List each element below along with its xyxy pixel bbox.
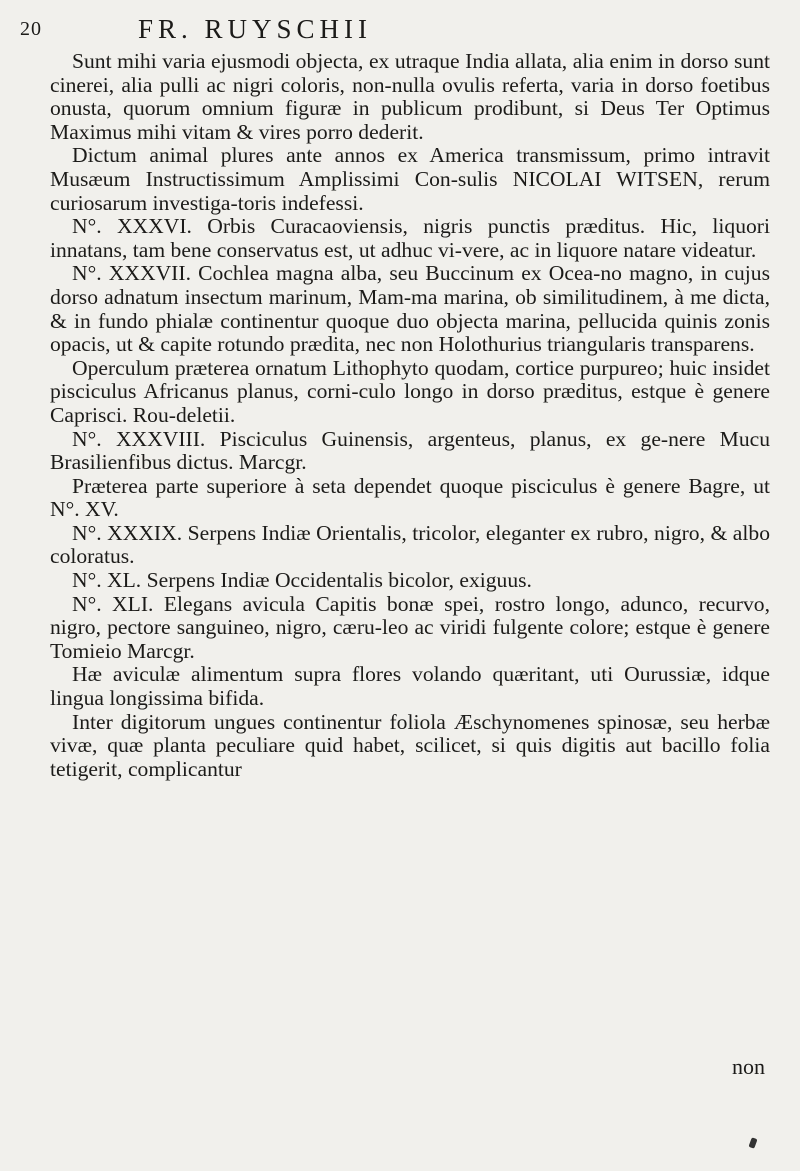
paragraph: N°. XXXVI. Orbis Curacaoviensis, nigris punctis præditus. Hic, liquori innatans, tam bene conservatus est, ut adhuc vi-vere, ac in liquore natare videatur. <box>50 214 770 262</box>
paragraph: Præterea parte superiore à seta dependet quoque pisciculus è genere Bagre, ut N°. XV. <box>50 473 770 522</box>
paragraph: Hæ aviculæ alimentum supra flores volando quæritant, uti Ourussiæ, idque lingua longissima bifida. <box>50 662 770 711</box>
page-header <box>20 14 760 46</box>
paragraph: Operculum præterea ornatum Lithophyto quodam, cortice purpureo; huic insidet pisciculus Africanus planus, corni-culo longo in dorso præditus, estque è genere Caprisci. Rou-deletii. <box>50 355 770 427</box>
paragraph: N°. XXXIX. Serpens Indiæ Orientalis, tricolor, eleganter ex rubro, nigro, & albo coloratus. <box>50 520 770 569</box>
paragraph: N°. XXXVIII. Pisciculus Guinensis, argenteus, planus, ex ge-nere Mucu Brasilienfibus dictus. Marcgr. <box>50 426 770 475</box>
ink-mark <box>748 1137 757 1148</box>
paragraph: N°. XXXVII. Cochlea magna alba, seu Buccinum ex Ocea-no magno, in cujus dorso adnatum insectum marinum, Mam-ma marina, ob similitudinem, à me dicta, & in fundo phialæ continentur quoque duo objecta marina, pellucida quinis zonis opacis, ut & capite rotundo prædita, nec non Holothurius triangularis transparens. <box>50 261 770 357</box>
paragraph: Dictum animal plures ante annos ex America transmissum, primo intravit Musæum Instructissimum Amplissimi Con-sulis NICOLAI WITSEN, rerum curiosarum investiga-toris indefessi. <box>50 143 770 215</box>
body-text <box>50 50 770 781</box>
paragraph: Sunt mihi varia ejusmodi objecta, ex utraque India allata, alia enim in dorso sunt cinerei, alia pulli ac nigri coloris, non-nulla ovulis referta, varia in dorso foetibus onusta, quorum omnium figuræ in publicum prodibunt, si Deus Ter Optimus Maximus mihi vitam & vires porro dederit. <box>50 49 770 144</box>
catchword: non <box>732 1054 765 1079</box>
paragraph: N°. XL. Serpens Indiæ Occidentalis bicolor, exiguus. <box>72 568 532 593</box>
running-head: FR. RUYSCHII <box>138 14 373 44</box>
paragraph: Inter digitorum ungues continentur foliola Æschynomenes spinosæ, seu herbæ vivæ, quæ planta peculiare quid habet, scilicet, si quis digitis aut bacillo folia tetigerit, complicantur <box>50 709 770 781</box>
page-number: 20 <box>20 18 42 40</box>
paragraph: N°. XLI. Elegans avicula Capitis bonæ spei, rostro longo, adunco, recurvo, nigro, pectore sanguineo, nigro, cæru-leo ac viridi fulgente colore; estque è genere Tomieio Marcgr. <box>50 591 770 663</box>
